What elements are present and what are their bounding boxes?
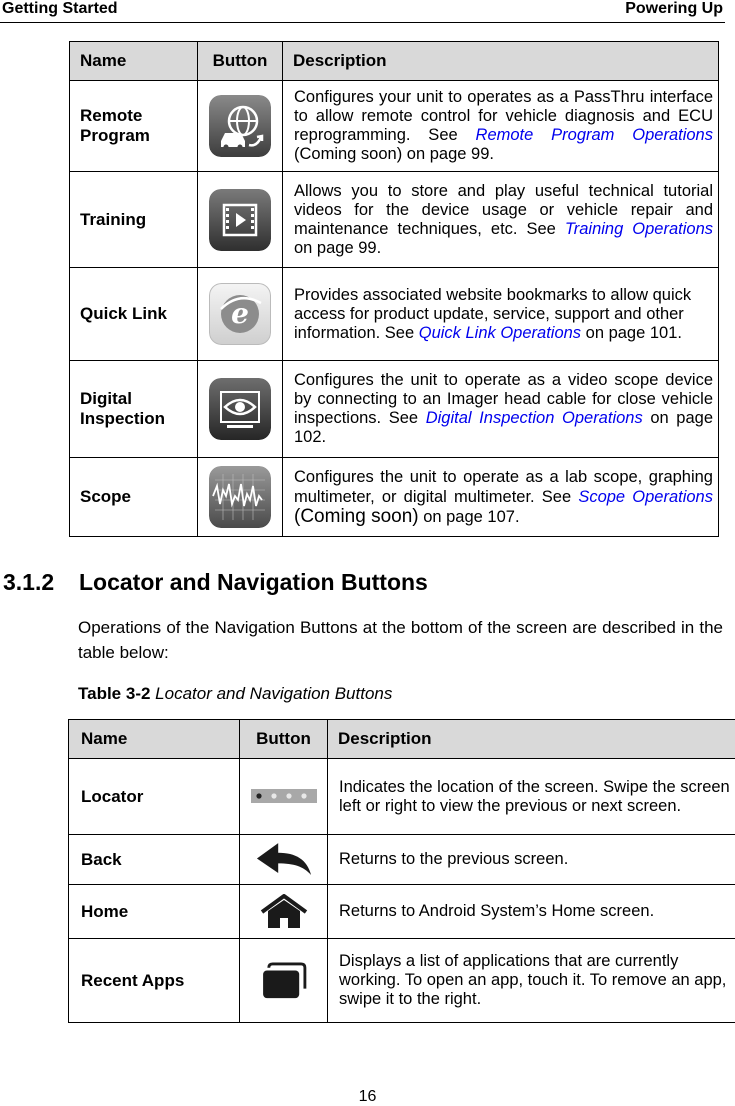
table-row bbox=[70, 81, 719, 172]
column-header-name: Name bbox=[69, 720, 240, 759]
column-header-description: Description bbox=[283, 42, 719, 81]
page-number: 16 bbox=[0, 1088, 735, 1106]
table-header-row bbox=[70, 42, 719, 81]
table-header-row bbox=[69, 720, 735, 759]
training-link[interactable]: Training Operations bbox=[565, 220, 713, 238]
digital-inspection-icon bbox=[209, 378, 271, 440]
row-name: Locator bbox=[69, 759, 240, 835]
row-name: Home bbox=[69, 885, 240, 939]
row-description: Configures the unit to operate as a video scope device by connecting to an Imager head cable for close vehicle inspections. See Digital Inspection Operations on page 102. bbox=[283, 361, 719, 458]
row-description: Returns to the previous screen. bbox=[328, 835, 735, 885]
locator-dots-icon bbox=[251, 789, 317, 803]
row-description: Indicates the location of the screen. Swipe the screen left or right to view the previous or next screen. bbox=[328, 759, 735, 835]
table-row bbox=[69, 759, 735, 835]
column-header-button: Button bbox=[240, 720, 328, 759]
section-title: Locator and Navigation Buttons bbox=[79, 569, 428, 595]
quick-link-icon bbox=[209, 283, 271, 345]
table-row bbox=[69, 835, 735, 885]
features-table bbox=[69, 41, 719, 537]
row-description: Configures your unit to operates as a PassThru interface to allow remote control for vehicle diagnosis and ECU reprogramming. See Remote Program Operations (Coming soon) on page 99. bbox=[283, 81, 719, 172]
row-description: Allows you to store and play useful technical tutorial videos for the device usage or vehicle repair and maintenance techniques, etc. See Training Operations on page 99. bbox=[283, 172, 719, 268]
row-button-cell bbox=[198, 81, 283, 172]
remote-program-link[interactable]: Remote Program Operations bbox=[476, 126, 713, 144]
row-description: Provides associated website bookmarks to allow quick access for product update, service, support and other information. See Quick Link Operations on page 101. bbox=[283, 268, 719, 361]
table-row bbox=[70, 268, 719, 361]
row-name: Remote Program bbox=[70, 81, 198, 172]
row-button-cell bbox=[198, 172, 283, 268]
table-caption: Table 3-2 Locator and Navigation Buttons bbox=[78, 684, 392, 704]
row-name: Quick Link bbox=[70, 268, 198, 361]
section-intro: Operations of the Navigation Buttons at the bottom of the screen are described in the table below: bbox=[78, 615, 723, 665]
table-row bbox=[69, 885, 735, 939]
home-icon bbox=[260, 894, 308, 930]
section-number: 3.1.2 bbox=[3, 569, 79, 596]
quick-link-link[interactable]: Quick Link Operations bbox=[419, 324, 581, 342]
header-chapter-title: Getting Started bbox=[2, 0, 118, 18]
row-button-cell bbox=[198, 458, 283, 537]
row-button-cell bbox=[198, 268, 283, 361]
back-arrow-icon bbox=[255, 842, 313, 877]
remote-program-icon bbox=[209, 95, 271, 157]
row-name: Digital Inspection bbox=[70, 361, 198, 458]
column-header-description: Description bbox=[328, 720, 735, 759]
row-button-cell bbox=[240, 939, 328, 1023]
row-name: Recent Apps bbox=[69, 939, 240, 1023]
row-button-cell bbox=[240, 885, 328, 939]
table-row bbox=[70, 172, 719, 268]
row-description: Returns to Android System’s Home screen. bbox=[328, 885, 735, 939]
navigation-buttons-table bbox=[68, 719, 735, 1023]
table-row bbox=[70, 361, 719, 458]
svg-text:e: e bbox=[231, 297, 249, 330]
row-name: Training bbox=[70, 172, 198, 268]
row-button-cell bbox=[198, 361, 283, 458]
row-description: Configures the unit to operate as a lab scope, graphing multimeter, or digital multimeter. See Scope Operations (Coming soon) on page 107. bbox=[283, 458, 719, 537]
row-button-cell bbox=[240, 835, 328, 885]
column-header-button: Button bbox=[198, 42, 283, 81]
section-heading bbox=[3, 569, 428, 596]
table-row bbox=[70, 458, 719, 537]
row-button-cell bbox=[240, 759, 328, 835]
row-name: Back bbox=[69, 835, 240, 885]
table-row bbox=[69, 939, 735, 1023]
row-name: Scope bbox=[70, 458, 198, 537]
recent-apps-icon bbox=[261, 962, 307, 1000]
scope-icon bbox=[209, 466, 271, 528]
column-header-name: Name bbox=[70, 42, 198, 81]
row-description: Displays a list of applications that are currently working. To open an app, touch it. To remove an app, swipe it to the right. bbox=[328, 939, 735, 1023]
training-icon bbox=[209, 189, 271, 251]
scope-link[interactable]: Scope Operations bbox=[578, 488, 713, 506]
header-divider bbox=[0, 22, 725, 23]
header-section-title: Powering Up bbox=[625, 0, 723, 18]
digital-inspection-link[interactable]: Digital Inspection Operations bbox=[426, 409, 643, 427]
